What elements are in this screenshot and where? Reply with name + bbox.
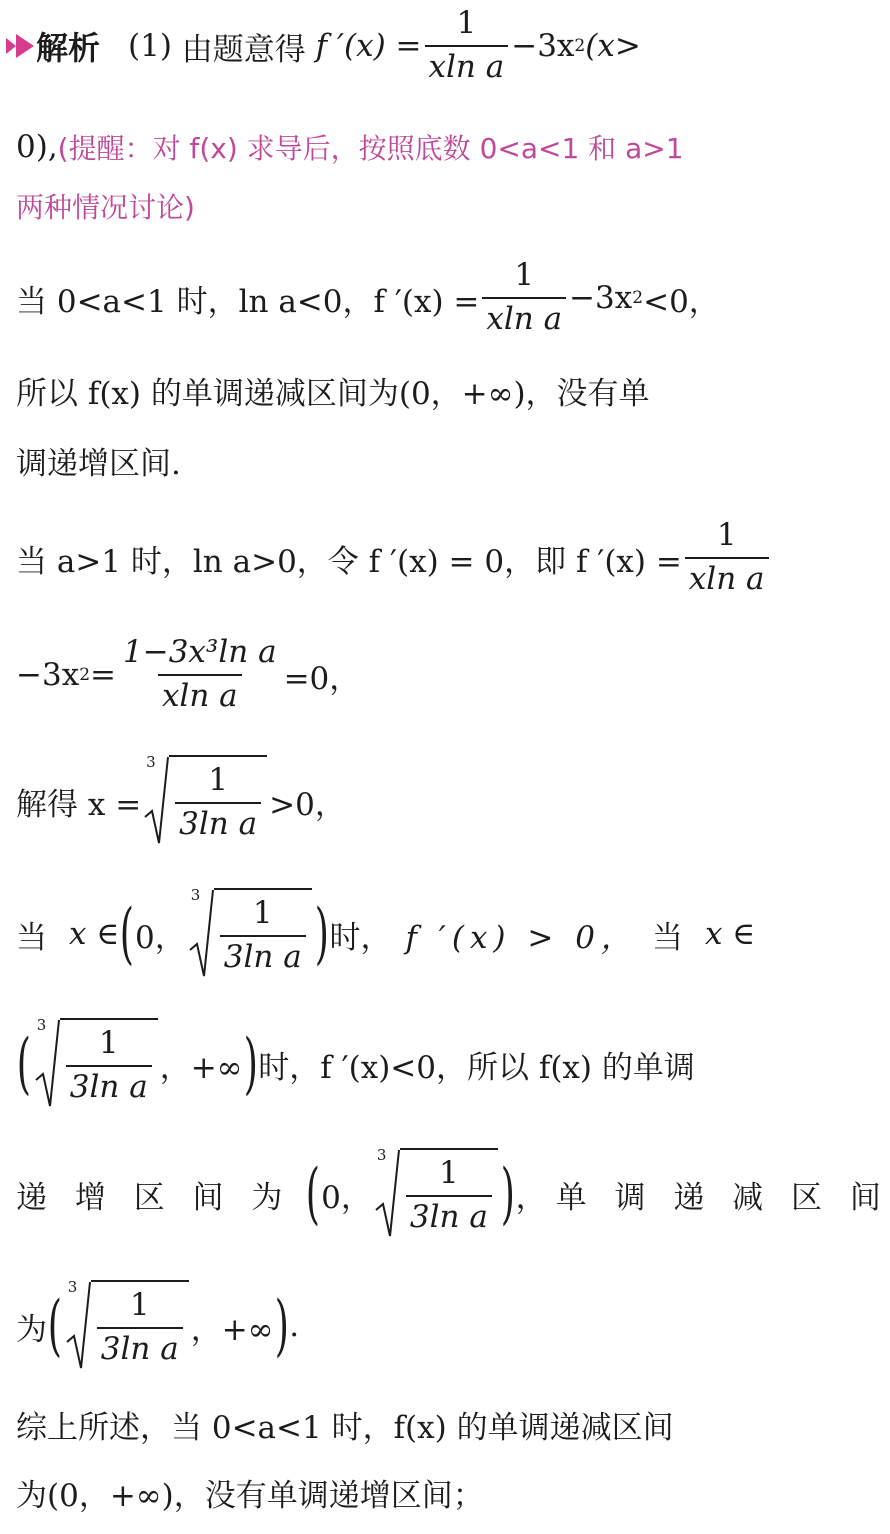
fraction-1-over-xlna: $\frac{1}{\text{xln a}}$ [685, 518, 769, 597]
cube-root: 3 $\frac{1}{\text{3ln a}}$ [34, 1018, 158, 1110]
line-13: 为 ( 3 $\frac{1}{\text{3ln a}}$ ，+∞ ) . [16, 1274, 299, 1378]
cube-root: 3 $\frac{1}{\text{3ln a}}$ [188, 888, 312, 980]
fraction-combined: $\frac{\text{1−3x³ln a}}{\text{xln a}}$ [123, 634, 277, 714]
line-7: 当 a>1 时，ln a>0，令 f ′(x) = 0，即 f ′(x) = $\frac{1}{\text{xln a}}$ [16, 520, 772, 596]
line-12: 递 增 区 间 为 ( 0， 3 $\frac{1}{\text{3ln a}}$ ) ，单 调 递 减 区 间 [16, 1142, 890, 1246]
fraction-1-over-xlna: $\frac{1}{\text{xln a}}$ [425, 6, 509, 85]
hint-text: (提醒：对 f(x) 求导后，按照底数 0<a<1 和 a>1 [57, 132, 684, 165]
term-3x: −3x [511, 28, 575, 64]
play-arrow-icon [16, 34, 34, 58]
hint-text-continued: 两种情况讨论) [16, 191, 195, 224]
line-2: 0), (提醒：对 f(x) 求导后，按照底数 0<a<1 和 a>1 [16, 129, 684, 165]
cube-root: 3 $\frac{1}{\text{3ln a}}$ [374, 1148, 498, 1240]
line-4: 当 0<a<1 时，ln a<0，f ′(x) = $\frac{1}{\text{xln a}}$ −3x 2 <0， [16, 257, 720, 337]
line-8: −3x 2 = $\frac{\text{1−3x³ln a}}{\text{xln a}}$ =0， [16, 634, 361, 714]
line-9: 解得 x = 3 $\frac{1}{\text{3ln a}}$ >0， [16, 755, 346, 847]
cube-root: 3 $\frac{1}{\text{3ln a}}$ [143, 755, 267, 847]
line-11: ( 3 $\frac{1}{\text{3ln a}}$ ，+∞ ) 时，f ′(x)<0，所以 f(x) 的单调 [16, 1012, 695, 1116]
solution-label: 解析 [36, 29, 101, 67]
line-15: 为(0，+∞)，没有单调递增区间； [16, 1477, 484, 1514]
cube-root: 3 $\frac{1}{\text{3ln a}}$ [65, 1280, 189, 1372]
part-number: (1) [128, 28, 172, 64]
line-10: 当 x ∈ ( 0， 3 $\frac{1}{\text{3ln a}}$ ) 时， f ′(x) > 0， 当 x ∈ [16, 882, 755, 986]
line-14: 综上所述，当 0<a<1 时，f(x) 的单调递减区间 [16, 1409, 674, 1446]
text-derivative-intro: 由题意得 [181, 31, 306, 68]
line-1: 解析 (1) 由题意得 f ′(x) = $\frac{1}{\text{xln a}}$ −3x 2 (x> [16, 14, 641, 78]
line-6: 调递增区间. [16, 445, 181, 482]
fraction-1-over-xlna: $\frac{1}{\text{xln a}}$ [482, 258, 566, 337]
line-3 [16, 178, 195, 234]
domain-condition: (x> [585, 28, 641, 64]
line-5: 所以 f(x) 的单调递减区间为(0，+∞)，没有单 [16, 375, 650, 412]
derivative-expression: f ′(x) = [315, 28, 422, 64]
